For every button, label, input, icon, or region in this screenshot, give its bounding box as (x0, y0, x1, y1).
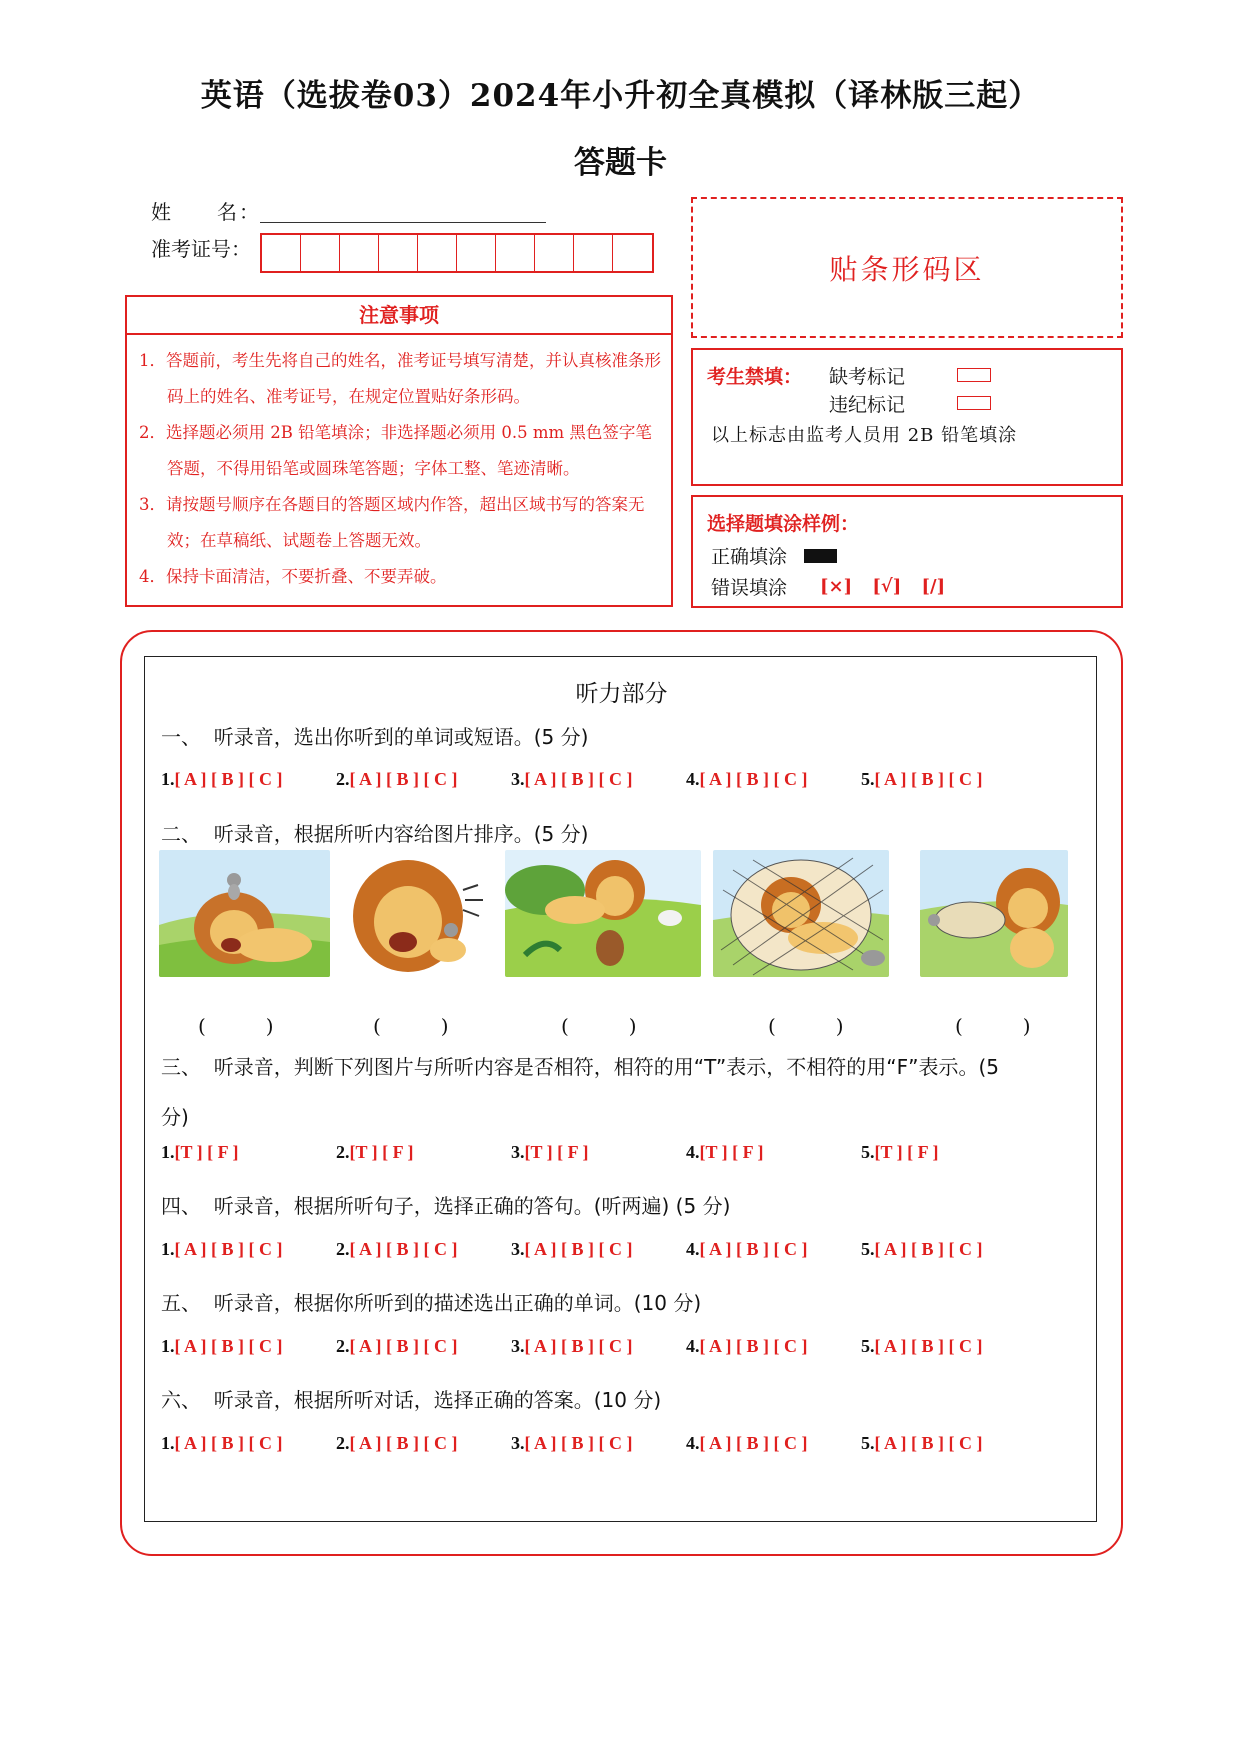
notice-box (125, 295, 673, 607)
answer-option-group[interactable] (161, 1433, 282, 1454)
picture-order-blank[interactable]: ( ) (561, 1014, 637, 1038)
question-number: 2. (336, 1239, 350, 1259)
question-number: 1. (161, 1336, 175, 1356)
picture-order-blank[interactable]: ( ) (955, 1014, 1031, 1038)
question-number: 2. (336, 1433, 350, 1453)
answer-option-group[interactable] (861, 1239, 982, 1260)
answer-bubbles[interactable]: [ A ] [ B ] [ C ] (874, 1239, 983, 1259)
question-number: 2. (336, 769, 350, 789)
answer-bubbles[interactable]: [ A ] [ B ] [ C ] (524, 1336, 633, 1356)
answer-bubbles[interactable]: [T ] [ F ] (874, 1142, 939, 1162)
exam-id-cell[interactable] (496, 235, 535, 271)
absent-mark-label: 缺考标记 (829, 366, 906, 388)
section-text: 听录音，根据你所听到的描述选出正确的单词。(10 分) (213, 1291, 702, 1315)
question-number: 1. (161, 1433, 175, 1453)
question-number: 4. (686, 1336, 700, 1356)
lion-holding-mouse-picture (333, 850, 493, 977)
question-number: 4. (686, 1239, 700, 1259)
question-number: 1. (161, 769, 175, 789)
answer-option-group[interactable] (161, 1142, 238, 1163)
exam-id-boxes[interactable] (260, 233, 654, 273)
question-number: 5. (861, 1336, 875, 1356)
answer-bubbles[interactable]: [ A ] [ B ] [ C ] (349, 1433, 458, 1453)
section-5-heading (161, 1287, 701, 1316)
exam-id-cell[interactable] (379, 235, 418, 271)
exam-id-cell[interactable] (340, 235, 379, 271)
question-number: 2. (336, 1142, 350, 1162)
section-number: 四、 (161, 1194, 201, 1218)
forbid-label: 考生禁填： (707, 366, 803, 388)
section-4-heading (161, 1190, 730, 1219)
answer-option-group[interactable] (336, 1336, 457, 1357)
answer-option-group[interactable] (511, 1142, 588, 1163)
question-number: 3. (511, 1239, 525, 1259)
answer-bubbles[interactable]: [ A ] [ B ] [ C ] (699, 1239, 808, 1259)
answer-option-group[interactable] (336, 1239, 457, 1260)
answer-option-group[interactable] (511, 1336, 632, 1357)
answer-bubbles[interactable]: [ A ] [ B ] [ C ] (349, 769, 458, 789)
lion-monkey-rabbit-picture (505, 850, 701, 977)
notice-item: 4．保持卡面清洁，不要折叠、不要弄破。 (139, 567, 447, 586)
section-text: 听录音，根据所听句子，选择正确的答句。(听两遍) (5 分) (213, 1194, 731, 1218)
answer-bubbles[interactable]: [ A ] [ B ] [ C ] (349, 1336, 458, 1356)
exam-id-cell[interactable] (574, 235, 613, 271)
violation-mark-label: 违纪标记 (829, 394, 906, 416)
section-number: 三、 (161, 1055, 201, 1079)
correct-fill-label: 正确填涂 (711, 546, 788, 568)
answer-bubbles[interactable]: [T ] [ F ] (524, 1142, 589, 1162)
answer-option-group[interactable] (511, 1433, 632, 1454)
question-number: 3. (511, 1336, 525, 1356)
answer-option-group[interactable] (686, 1142, 763, 1163)
section-text-continued: 分) (161, 1105, 189, 1129)
answer-bubbles[interactable]: [ A ] [ B ] [ C ] (874, 1336, 983, 1356)
question-number: 4. (686, 769, 700, 789)
barcode-label: 贴条形码区 (829, 252, 985, 286)
answer-option-group[interactable] (686, 1239, 807, 1260)
section-text: 听录音，判断下列图片与所听内容是否相符，相符的用“T”表示，不相符的用“F”表示。(5 (213, 1055, 999, 1079)
answer-bubbles[interactable]: [ A ] [ B ] [ C ] (874, 1433, 983, 1453)
lion-free-from-net-picture (920, 850, 1068, 977)
answer-bubbles[interactable]: [T ] [ F ] (699, 1142, 764, 1162)
answer-bubbles[interactable]: [ A ] [ B ] [ C ] (699, 1336, 808, 1356)
wrong-fill-label: 错误填涂 (711, 577, 788, 599)
answer-bubbles[interactable]: [ A ] [ B ] [ C ] (174, 1239, 283, 1259)
exam-id-cell[interactable] (613, 235, 652, 271)
exam-id-label: 准考证号： (151, 237, 251, 261)
section-text: 听录音，根据所听对话，选择正确的答案。(10 分) (213, 1388, 662, 1412)
exam-id-cell[interactable] (535, 235, 574, 271)
notice-item: 2．选择题必须用 2B 铅笔填涂；非选择题必须用 0.5 mm 黑色签字笔答题，不得用铅笔或圆珠笔答题；字体工整、笔迹清晰。 (139, 423, 652, 478)
answer-bubbles[interactable]: [ A ] [ B ] [ C ] (874, 769, 983, 789)
section-number: 二、 (161, 822, 201, 846)
answer-option-group[interactable] (336, 1433, 457, 1454)
answer-bubbles[interactable]: [ A ] [ B ] [ C ] (524, 1433, 633, 1453)
question-number: 3. (511, 1142, 525, 1162)
picture-row (0, 720, 1241, 860)
violation-mark-box[interactable] (957, 396, 991, 410)
question-number: 5. (861, 1433, 875, 1453)
answer-bubbles[interactable]: [T ] [ F ] (174, 1142, 239, 1162)
picture-order-blank[interactable]: ( ) (373, 1014, 449, 1038)
notice-item: 3．请按题号顺序在各题目的答题区域内作答，超出区域书写的答案无效；在草稿纸、试题卷上答题无效。 (139, 495, 645, 550)
section-6-heading (161, 1384, 661, 1413)
answer-option-group[interactable] (861, 1433, 982, 1454)
answer-option-group[interactable] (336, 1142, 413, 1163)
question-number: 1. (161, 1142, 175, 1162)
question-number: 3. (511, 769, 525, 789)
fill-example-box (691, 495, 1123, 608)
fill-example-label: 选择题填涂样例： (707, 513, 860, 535)
section-text: 听录音，选出你听到的单词或短语。(5 分) (213, 725, 589, 749)
barcode-area (691, 197, 1123, 338)
section-number: 五、 (161, 1291, 201, 1315)
question-number: 4. (686, 1142, 700, 1162)
answer-bubbles[interactable]: [ A ] [ B ] [ C ] (524, 769, 633, 789)
question-number: 5. (861, 1142, 875, 1162)
answer-sheet-subtitle: 答题卡 (574, 145, 667, 181)
exam-id-cell[interactable] (301, 235, 340, 271)
answer-option-group[interactable] (161, 1336, 282, 1357)
picture-order-blank[interactable]: ( ) (768, 1014, 844, 1038)
section-number: 六、 (161, 1388, 201, 1412)
answer-option-group[interactable] (686, 1336, 807, 1357)
absent-mark-box[interactable] (957, 368, 991, 382)
listening-title: 听力部分 (575, 681, 668, 707)
name-field[interactable] (260, 222, 546, 223)
picture-order-blank[interactable]: ( ) (198, 1014, 274, 1038)
exam-id-cell[interactable] (457, 235, 496, 271)
examinee-forbidden-box (691, 348, 1123, 486)
answer-bubbles[interactable]: [ A ] [ B ] [ C ] (174, 1336, 283, 1356)
notice-list (127, 335, 671, 595)
section-number: 一、 (161, 725, 201, 749)
section-3-heading (161, 1042, 1081, 1142)
question-number: 3. (511, 1433, 525, 1453)
question-number: 5. (861, 769, 875, 789)
answer-bubbles[interactable]: [ A ] [ B ] [ C ] (349, 1239, 458, 1259)
page-title: 英语（选拔卷03）2024年小升初全真模拟（译林版三起） (200, 78, 1041, 114)
question-number: 2. (336, 1336, 350, 1356)
exam-id-cell[interactable] (418, 235, 457, 271)
name-label: 姓 名： (151, 200, 261, 224)
lion-trapped-net-picture (713, 850, 889, 977)
question-number: 1. (161, 1239, 175, 1259)
answer-option-group[interactable] (161, 1239, 282, 1260)
wrong-fill-samples: [×] [√] [/] (820, 576, 946, 597)
answer-bubbles[interactable]: [ A ] [ B ] [ C ] (174, 769, 283, 789)
correct-fill-sample (804, 549, 837, 563)
answer-bubbles[interactable]: [T ] [ F ] (349, 1142, 414, 1162)
answer-option-group[interactable] (511, 1239, 632, 1260)
question-number: 4. (686, 1433, 700, 1453)
forbid-note: 以上标志由监考人员用 2B 铅笔填涂 (711, 425, 1018, 446)
answer-bubbles[interactable]: [ A ] [ B ] [ C ] (524, 1239, 633, 1259)
answer-bubbles[interactable]: [ A ] [ B ] [ C ] (174, 1433, 283, 1453)
section-text: 听录音，根据所听内容给图片排序。(5 分) (213, 822, 589, 846)
lion-mouse-picture (159, 850, 330, 977)
question-number: 5. (861, 1239, 875, 1259)
answer-bubbles[interactable]: [ A ] [ B ] [ C ] (699, 1433, 808, 1453)
exam-id-cell[interactable] (262, 235, 301, 271)
answer-option-group[interactable] (861, 1142, 938, 1163)
notice-item: 1．答题前，考生先将自己的姓名，准考证号填写清楚，并认真核准条形码上的姓名、准考证号，在规定位置贴好条形码。 (139, 351, 661, 406)
answer-option-group[interactable] (686, 1433, 807, 1454)
answer-bubbles[interactable]: [ A ] [ B ] [ C ] (699, 769, 808, 789)
notice-title: 注意事项 (127, 297, 671, 335)
answer-option-group[interactable] (861, 1336, 982, 1357)
